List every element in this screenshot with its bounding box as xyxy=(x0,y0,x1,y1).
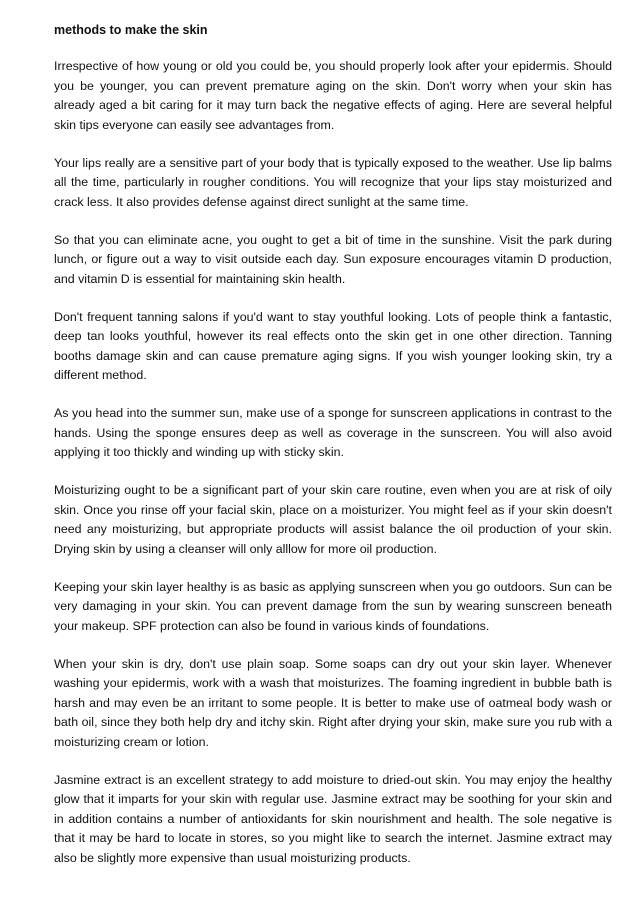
paragraph-8: When your skin is dry, don't use plain soap. Some soaps can dry out your skin layer. Whenever washing your epidermis, work with a wash that moisturizes. The foaming ingredient in bubble bath is harsh and may even be an irritant to some people. It is better to make use of oatmeal body wash or bath oil, since they both help dry and itchy skin. Right after drying your skin, make sure you rub with a moisturizing cream or lotion. xyxy=(54,656,612,749)
paragraph-1: Irrespective of how young or old you could be, you should properly look after your epidermis. Should you be younger, you can prevent premature aging on the skin. Don't worry when your skin has already aged a bit caring for it may turn back the negative effects of aging. Here are several helpful skin tips everyone can easily see advantages from. xyxy=(54,59,612,132)
paragraph-9: Jasmine extract is an excellent strategy to add moisture to dried-out skin. You may enjoy the healthy glow that it imparts for your skin with regular use. Jasmine extract may be soothing for your skin and in addition contains a number of antioxidants for skin nourishment and health. The sole negative is that it may be hard to locate in stores, so you might like to search the internet. Jasmine extract may also be slightly more expensive than usual moisturizing products. xyxy=(54,772,612,865)
document-title: methods to make the skin xyxy=(54,23,208,37)
paragraph-3: So that you can eliminate acne, you ought to get a bit of time in the sunshine. Visit the park during lunch, or figure out a way to visit outside each day. Sun exposure encourages vitamin D production, and vitamin D is essential for maintaining skin health. xyxy=(54,232,612,286)
paragraph-5: As you head into the summer sun, make use of a sponge for sunscreen applications in contrast to the hands. Using the sponge ensures deep as well as coverage in the sunscreen. You will also avoid applying it too thickly and winding up with sticky skin. xyxy=(54,406,612,459)
document-page xyxy=(54,21,612,887)
paragraph-4: Don't frequent tanning salons if you'd want to stay youthful looking. Lots of people think a fantastic, deep tan looks youthful, however its real effects onto the skin get in one other direction. Tanning booths damage skin and can cause premature aging signs. If you wish younger looking skin, try a different method. xyxy=(54,309,612,382)
paragraph-2: Your lips really are a sensitive part of your body that is typically exposed to the weather. Use lip balms all the time, particularly in rougher conditions. You will recognize that your lips stay moisturized and crack less. It also provides defense against direct sunlight at the same time. xyxy=(54,155,612,209)
paragraph-7: Keeping your skin layer healthy is as basic as applying sunscreen when you go outdoors. Sun can be very damaging in your skin. You can prevent damage from the sun by wearing sunscreen beneath your makeup. SPF protection can also be found in various kinds of foundations. xyxy=(54,579,612,633)
paragraph-6: Moisturizing ought to be a significant part of your skin care routine, even when you are at risk of oily skin. Once you rinse off your facial skin, place on a moisturizer. You might feel as if your skin doesn't need any moisturizing, but appropriate products will assist balance the oil production of your skin. Drying skin by using a cleanser will only alllow for more oil production. xyxy=(54,483,612,556)
